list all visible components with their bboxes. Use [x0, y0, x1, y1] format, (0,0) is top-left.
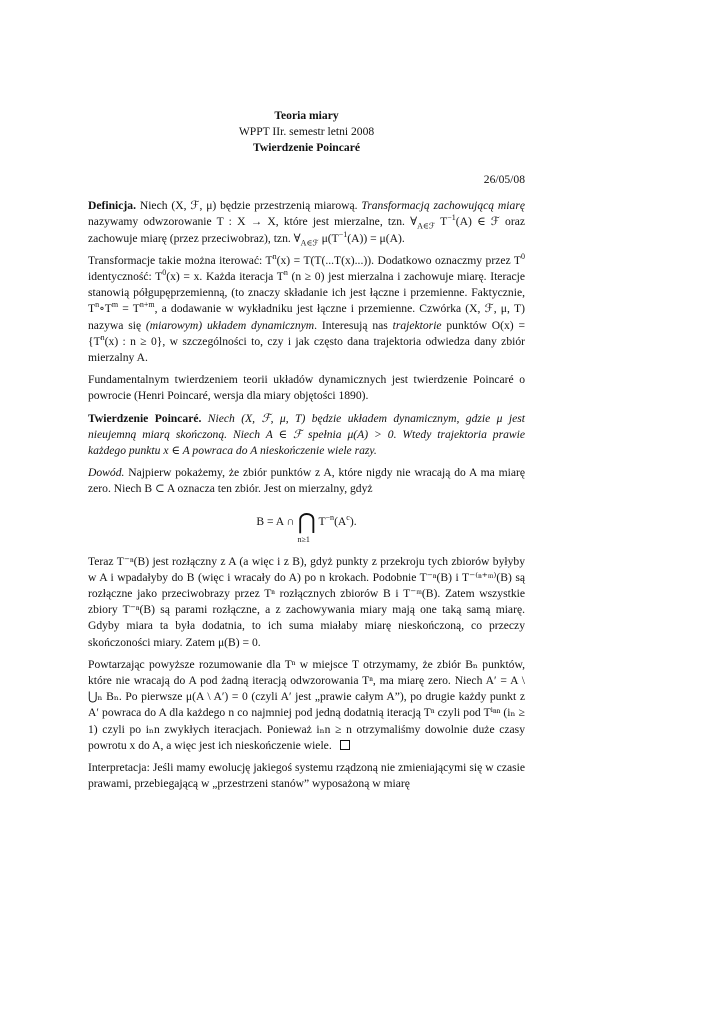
definition-text: μ(T [318, 231, 339, 245]
equation-sup: −n [325, 512, 335, 522]
definition-emphasis: Transformacją zachowującą miarę [361, 199, 525, 213]
document-header [88, 108, 525, 156]
iteration-paragraph [88, 253, 525, 366]
equation-rhs: ). [349, 514, 357, 528]
qed-box-icon [340, 740, 350, 750]
proof-label: Dowód. [88, 466, 125, 480]
proof-paragraph [88, 465, 525, 497]
equation-subscript: n≥1 [297, 534, 310, 544]
equation-rhs: (A [334, 514, 347, 528]
definition-text: nazywamy odwzorowanie T : X → X, które jest mierzalne, tzn. ∀ [88, 215, 418, 229]
proof-continuation: Teraz T⁻ⁿ(B) jest rozłączny z A (a więc i z B), gdyż punkty z przekroju tych zbiorów byłyby w A i wpadałyby do B (więc i wracały do A) po n krokach. Podobnie T⁻ⁿ(B) i T⁻⁽ⁿ⁺ᵐ⁾(B) są rozłączne jako przeciwobrazy przez Tⁿ rozłącznych zbiorów B i T⁻ᵐ(B). Zatem wszystkie zbiory T⁻ⁿ(B) są parami rozłączne, a z zachowywania miary mają one taką samą miarę. Gdyby miara ta była dodatnia, to ich suma miałaby miarę nieskończoną, co przeczy skończoności miary. Zatem μ(B) = 0. [88, 554, 525, 649]
equation-sup: c [346, 512, 350, 522]
definition-text: Niech (X, ℱ, μ) będzie przestrzenią miarową. [135, 199, 362, 213]
text-run: Transformacje takie można iterować: T [88, 253, 273, 267]
definition-text: (A)) = μ(A). [347, 231, 405, 245]
text-run: identyczność: T [88, 270, 163, 284]
interpretation-paragraph: Interpretacja: Jeśli mamy ewolucję jakiegoś systemu rządzoną nie zmieniającymi się w czasie prawami, przebiegającą w „przestrzeni stanów” wyposażoną w miarę [88, 761, 525, 791]
course-subtitle: WPPT IIr. semestr letni 2008 [238, 125, 375, 138]
theorem-text: Niech (X, ℱ, μ, T) będzie układem dynamicznym, gdzie μ jest nieujemną miarą skończoną. Niech A ∈ ℱ spełnia μ(A) > 0. Wtedy trajektoria prawie każdego punktu x ∈ A powraca do A nieskończenie wiele razy. [88, 411, 525, 458]
fundamental-paragraph: Fundamentalnym twierdzeniem teorii układów dynamicznych jest twierdzenie Poincaré o powrocie (Henri Poincaré, wersja dla miary objętości 1890). [88, 373, 525, 403]
definition-sub: A∈ℱ [300, 237, 319, 247]
text-run: (x) = T(T(...T(x)...)). Dodatkowo oznaczmy przez T [276, 253, 522, 267]
theorem-paragraph [88, 411, 525, 460]
text-run: (x) = x. Każda iteracja T [166, 270, 284, 284]
text-run: . Interesują nas [314, 318, 393, 332]
topic-title: Twierdzenie Poincaré [253, 141, 360, 154]
sup-0: 0 [162, 268, 167, 278]
text-run: punktów O(x) = {T [88, 318, 525, 348]
emphasis: trajektorie [392, 318, 442, 332]
definition-sub: A∈ℱ [417, 221, 436, 231]
equation-rhs: T [315, 514, 326, 528]
text-run: Powtarzając powyższe rozumowanie dla Tⁿ w miejsce T otrzymamy, że zbiór Bₙ punktów, które nie wracają do A pod żadną iteracją odwzorowania Tⁿ, ma miarę zero. Niech A′ = A \ ⋃ₙ Bₙ. Po pierwsze μ(A \ A′) = 0 (czyli A′ jest „prawie całym A”), po drugie każdy punkt z A′ powraca do A dla każdego n co najmniej pod jedną dodatnią iteracją Tⁿ czyli pod Tⁱⁿⁿ (iₙ ≥ 1) czyli po iₙn zwykłych iteracjach. Ponieważ iₙn ≥ n otrzymaliśmy dowolnie duże czasy powrotu x do A, a więc jest ich nieskończenie wiele. [88, 657, 525, 752]
sup-n: n [100, 332, 105, 342]
sup-n: n [272, 251, 277, 261]
proof-text: Najpierw pokażemy, że zbiór punktów z A, które nigdy nie wracają do A ma miarę zero. Niech B ⊂ A oznacza ten zbiór. Jest on mierzalny, gdyż [88, 466, 525, 496]
definition-sup: −1 [447, 213, 456, 223]
document-page [88, 108, 525, 799]
sup-nm: n+m [139, 300, 155, 310]
text-run: , a dodawanie w wykładniku jest łączne i przemienne. Czwórka (X, ℱ, μ, T) nazywa się [88, 302, 525, 332]
document-title: Teoria miary [274, 109, 339, 122]
big-intersection-symbol: ⋂ [297, 508, 316, 534]
sup-m: m [111, 300, 119, 310]
text-run: ∘T [99, 302, 112, 316]
display-equation [88, 508, 525, 544]
emphasis: (miarowym) układem dynamicznym [145, 318, 315, 332]
text-run: = T [118, 302, 140, 316]
definition-label: Definicja. [88, 199, 136, 213]
document-date: 26/05/08 [483, 173, 525, 186]
definition-text: T [435, 215, 448, 229]
text-run: (n ≥ 0) jest mierzalna i zachowuje miarę. Iteracje stanowią półgupęprzemienną, (to znaczy składanie ich jest łączne i przemienne. Faktycznie, T [88, 270, 525, 316]
sup-n: n [95, 300, 100, 310]
definition-sup: −1 [338, 229, 348, 239]
proof-generalization [88, 657, 525, 754]
text-run: (x) : n ≥ 0}, w szczególności to, czy i jak często dana trajektoria odwiedza dany zbiór mierzalny A. [88, 334, 525, 365]
equation-lhs: B = A ∩ [256, 514, 298, 528]
sup-n: n [283, 268, 288, 278]
sup-0: 0 [521, 251, 526, 261]
definition-paragraph [88, 198, 525, 247]
equation-body [256, 508, 357, 534]
definition-text: (A) ∈ ℱ oraz zachowuje miarę (przez przeciwobraz), tzn. ∀ [88, 215, 525, 245]
theorem-label: Twierdzenie Poincaré. [88, 411, 202, 425]
